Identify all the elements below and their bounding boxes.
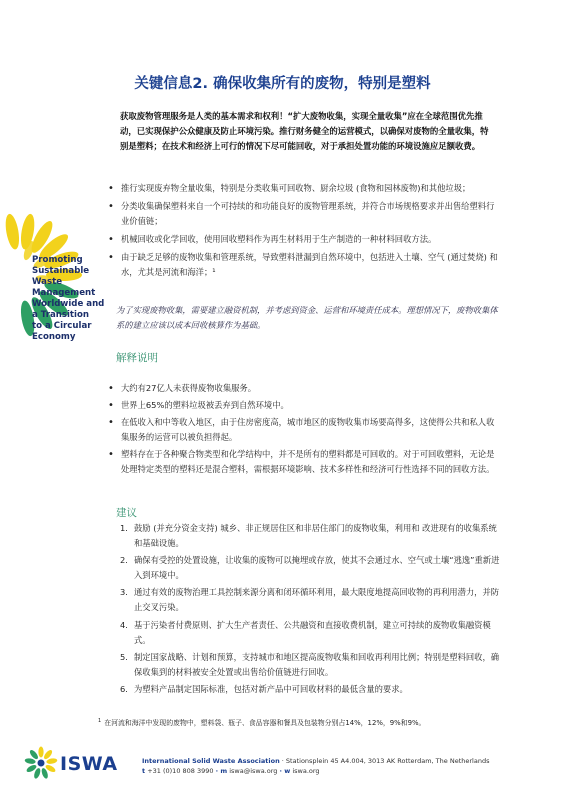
footer-address: · Stationsplein 45 A4.004, 3013 AK Rotterdam, The Netherlands bbox=[281, 757, 490, 765]
list-item: • 由于缺乏足够的废物收集和管理系统，导致塑料泄漏到自然环境中，包括进入土壤、空气 (通过焚烧) 和水，尤其是河流和海洋；¹ bbox=[108, 250, 500, 280]
item-text: 确保有受控的处置设施，让收集的废物可以掩埋或存放，使其不会通过水、空气或土壤“逃逸”重新进入到环境中。 bbox=[134, 555, 500, 581]
item-number: 4. bbox=[120, 619, 128, 630]
list-item: • 世界上65%的塑料垃圾被丢弃到自然环境中。 bbox=[108, 398, 500, 413]
list-item: • 塑料存在于各种聚合物类型和化学结构中，并不是所有的塑料都是可回收的。对于可回收塑料，无论是处理特定类型的塑料还是混合塑料，需根据环境影响、技术多样性和经济可行性选择不同的回收方法。 bbox=[108, 447, 500, 477]
item-text: 为塑料产品制定国际标准，包括对新产品中可回收材料的最低含量的要求。 bbox=[134, 683, 408, 694]
page-title: 关键信息2. 确保收集所有的废物，特别是塑料 bbox=[134, 76, 431, 92]
footer-email-link[interactable]: iswa@iswa.org bbox=[229, 767, 278, 775]
sidebar-line: Worldwide and bbox=[32, 299, 105, 309]
list-item bbox=[116, 618, 500, 648]
item-number: 6. bbox=[120, 683, 128, 694]
explain-heading: 解释说明 bbox=[116, 352, 158, 364]
list-item: • 在低收入和中等收入地区，由于住房密度高，城市地区的废物收集市场要高得多，这使得公共和私人收集服务的运营可以被负担得起。 bbox=[108, 415, 500, 445]
list-item bbox=[116, 553, 500, 583]
sidebar-line: Economy bbox=[32, 332, 76, 342]
item-number: 2. bbox=[120, 555, 128, 566]
list-item bbox=[116, 650, 500, 680]
sidebar-line: Promoting bbox=[32, 255, 83, 265]
footnote bbox=[98, 717, 518, 727]
web-label: · w bbox=[279, 767, 291, 775]
recommendations-list bbox=[116, 521, 500, 699]
footer-contact bbox=[142, 756, 489, 776]
sidebar-campaign-block bbox=[0, 205, 110, 390]
footer-web-link[interactable]: iswa.org bbox=[292, 767, 320, 775]
intro-paragraph: 获取废物管理服务是人类的基本需求和权利！“扩大废物收集，实现全量收集”应在全球范围优先推动，已实现保护公众健康及防止环境污染。推行财务健全的运营模式，以确保对废物的全量收集，特别是塑料；在技术和经济上可行的情况下尽可能回收，对于承担处置功能的环境设施应足额收费。 bbox=[120, 111, 489, 152]
list-item: • 分类收集确保塑料来自一个可持续的和功能良好的废物管理系统，并符合市场规格要求并出售给塑料行业价值链； bbox=[108, 199, 500, 229]
item-number: 5. bbox=[120, 651, 128, 662]
phone-label: t bbox=[142, 767, 146, 775]
item-text: 基于污染者付费原则、扩大生产者责任、公共融资和直接收费机制，建立可持续的废物收集融资模式。 bbox=[134, 619, 491, 645]
footnote-mark: 1 bbox=[98, 717, 102, 724]
list-item bbox=[116, 521, 500, 551]
financing-note: 为了实现废物收集，需要建立融资机制，并考虑到资金、运营和环境责任成本。理想情况下，废物收集体系的建立应该以成本回收核算作为基础。 bbox=[116, 305, 498, 331]
explain-list bbox=[108, 381, 500, 480]
footer-phone[interactable]: +31 (0)10 808 3990 bbox=[147, 767, 214, 775]
sidebar-line: Management bbox=[32, 288, 96, 298]
list-item bbox=[116, 682, 500, 697]
sidebar-line: a Transition bbox=[32, 310, 90, 320]
item-text: 鼓励 (并充分资金支持) 城乡、非正规居住区和非居住部门的废物收集，利用和 改进现有的收集系统和基础设施。 bbox=[134, 523, 497, 549]
item-number: 3. bbox=[120, 587, 128, 598]
item-text: 制定国家战略、计划和预算，支持城市和地区提高废物收集和回收再利用比例；特别是塑料回收，确保收集到的材料被安全处置或出售给价值链进行回收。 bbox=[134, 651, 500, 677]
item-number: 1. bbox=[120, 523, 128, 533]
key-points-list bbox=[108, 181, 500, 284]
footer-brand: ISWA bbox=[60, 753, 118, 775]
list-item: • 机械回收或化学回收，使用回收塑料作为再生材料用于生产制造的一种材料回收方法。 bbox=[108, 232, 500, 247]
sidebar-line: to a Circular bbox=[32, 321, 92, 331]
list-item: • 推行实现废弃物全量收集，特别是分类收集可回收物、厨余垃圾 (食物和园林废物)和其他垃圾； bbox=[108, 181, 500, 196]
sidebar-line: Sustainable bbox=[32, 266, 90, 276]
item-text: 通过有效的废物治理工具控制来源分离和闭环循环利用，最大限度地提高回收物的再利用潜力，并防止交叉污染。 bbox=[134, 587, 500, 613]
recommendations-heading: 建议 bbox=[116, 507, 137, 519]
footnote-text: 在河流和海洋中发现的废物中，塑料袋、瓶子、食品容器和餐具及包装物分别占14%，12%，9%和9%。 bbox=[104, 719, 426, 727]
iswa-logo-icon bbox=[24, 746, 58, 780]
sidebar-campaign-text bbox=[32, 255, 112, 343]
sidebar-line: Waste bbox=[32, 277, 63, 287]
email-label: · m bbox=[215, 767, 228, 775]
footer-org-name: International Solid Waste Association bbox=[142, 757, 280, 765]
page-footer bbox=[0, 740, 565, 800]
list-item bbox=[116, 585, 500, 615]
list-item: • 大约有27亿人未获得废物收集服务。 bbox=[108, 381, 500, 396]
